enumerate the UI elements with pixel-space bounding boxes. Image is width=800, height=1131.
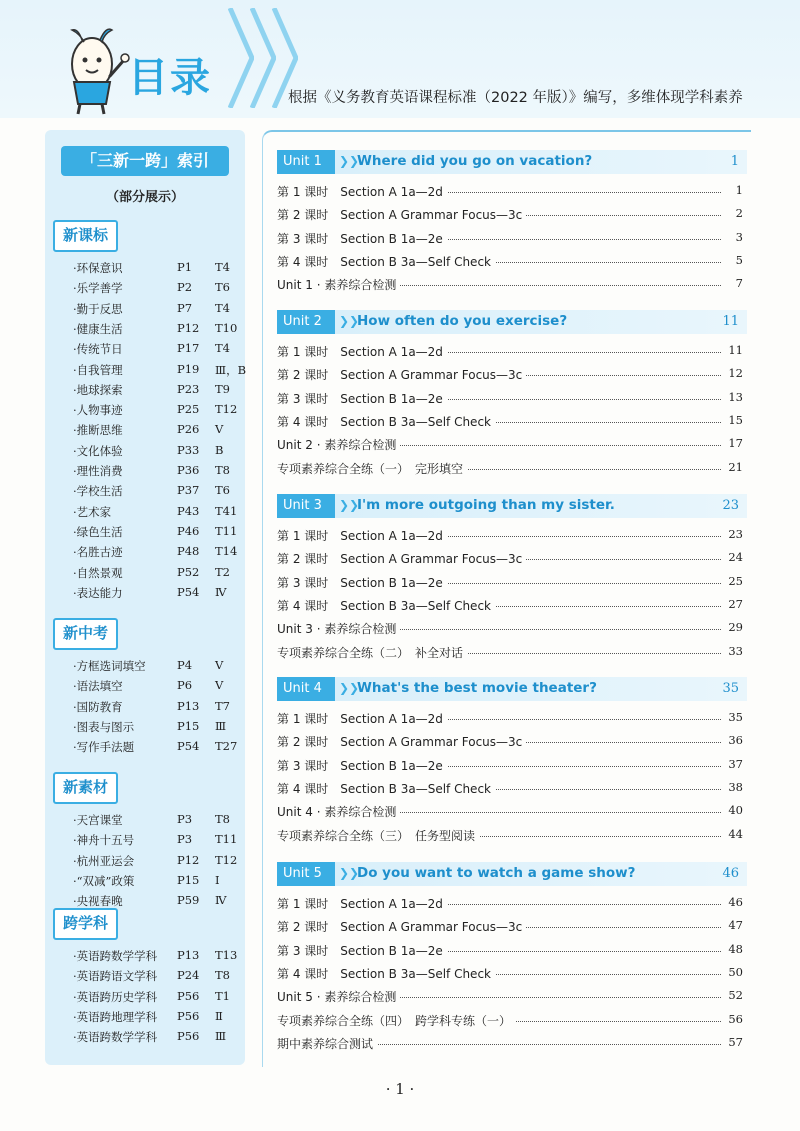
toc-entry-label: 第 1 课时 Section A 1a—2d: [277, 527, 447, 544]
unit-title: Do you want to watch a game show?: [357, 865, 636, 881]
index-topic: ·理性消费: [73, 464, 123, 478]
toc-entry-page: 1: [735, 183, 743, 197]
toc-entry[interactable]: [277, 965, 743, 985]
toc-entry[interactable]: [277, 343, 743, 363]
index-page-ref: P12: [177, 320, 200, 335]
toc-entry-label: 第 3 课时 Section B 1a—2e: [277, 390, 447, 407]
index-item-ref: T11: [215, 523, 238, 538]
toc-entry-page: 11: [728, 343, 743, 357]
index-row: [73, 699, 248, 719]
toc-entry[interactable]: [277, 644, 743, 664]
index-section-tag: 新素材: [53, 772, 118, 804]
double-chevron-icon: ❯❯: [339, 681, 360, 695]
index-page-ref: P13: [177, 948, 200, 962]
toc-entry-label: 第 3 课时 Section B 1a—2e: [277, 942, 447, 959]
index-page-ref: P6: [177, 678, 193, 693]
index-topic: ·艺术家: [73, 504, 112, 519]
toc-entry[interactable]: [277, 710, 743, 730]
index-item-ref: T12: [215, 402, 238, 417]
index-row: [73, 832, 248, 852]
toc-entry-label: 第 2 课时 Section A Grammar Focus—3c: [277, 550, 526, 567]
unit-tag: Unit 1: [277, 150, 335, 174]
index-topic: ·杭州亚运会: [73, 853, 135, 868]
toc-entry-page: 17: [728, 436, 743, 451]
index-page-ref: P48: [177, 544, 200, 559]
index-item-ref: Ⅱ: [215, 1008, 223, 1023]
toc-entry[interactable]: [277, 827, 743, 847]
toc-entry[interactable]: [277, 942, 743, 962]
index-topic: ·英语跨地理学科: [73, 1009, 158, 1024]
toc-entry-label: 第 2 课时 Section A Grammar Focus—3c: [277, 366, 526, 383]
index-page-ref: P43: [177, 503, 200, 518]
toc-entry-page: 3: [735, 229, 743, 244]
index-item-ref: T1: [215, 988, 230, 1003]
toc-entry[interactable]: [277, 460, 743, 480]
index-page-ref: P12: [177, 852, 200, 867]
index-page-ref: P7: [177, 300, 193, 315]
toc-entry-page: 15: [728, 412, 743, 427]
index-topic: ·文化体验: [73, 443, 123, 458]
index-item-ref: T27: [215, 739, 238, 754]
index-row: [73, 362, 248, 382]
index-topic: ·英语跨历史学科: [73, 989, 158, 1004]
toc-entry-page: 13: [728, 389, 743, 404]
index-item-ref: B: [215, 442, 224, 457]
toc-entry-page: 47: [728, 918, 743, 933]
index-topic: ·传统节日: [73, 342, 123, 357]
toc-entry-page: 24: [728, 550, 743, 565]
page-subtitle: 根据《义务教育英语课程标准（2022 年版）》编写，多维体现学科素养: [288, 90, 743, 106]
toc-entry-label: Unit 5 · 素养综合检测: [277, 988, 400, 1005]
toc-entry-page: 35: [728, 710, 743, 724]
index-page-ref: P13: [177, 698, 200, 713]
index-page-ref: P52: [177, 564, 200, 579]
toc-entry-page: 46: [728, 895, 743, 909]
index-item-ref: Ⅳ: [215, 893, 227, 908]
index-item-ref: Ⅳ: [215, 584, 227, 599]
index-row: [73, 739, 248, 759]
toc-entry[interactable]: [277, 366, 743, 386]
index-item-ref: T4: [215, 260, 230, 274]
index-row: [73, 948, 248, 968]
index-page-ref: P15: [177, 872, 200, 887]
index-row: [73, 719, 248, 739]
toc-entry-label: 第 3 课时 Section B 1a—2e: [277, 574, 447, 591]
toc-entry-label: Unit 4 · 素养综合检测: [277, 803, 400, 820]
unit-page-number: 23: [722, 498, 739, 513]
unit-title: Where did you go on vacation?: [357, 153, 593, 169]
toc-entry-label: 第 4 课时 Section B 3a—Self Check: [277, 780, 495, 797]
double-chevron-icon: ❯❯: [339, 498, 360, 512]
index-row: [73, 989, 248, 1009]
index-topic: ·环保意识: [73, 261, 123, 275]
unit-page-number: 1: [730, 154, 739, 169]
toc-entry-label: 第 3 课时 Section B 1a—2e: [277, 757, 447, 774]
index-section-tag: 跨学科: [53, 908, 118, 940]
toc-entry[interactable]: [277, 230, 743, 250]
double-chevron-icon: ❯❯: [339, 314, 360, 328]
index-section-tag: 新课标: [53, 220, 118, 252]
toc-entry-page: 5: [735, 252, 743, 267]
index-item-ref: Ⅴ: [215, 678, 224, 693]
toc-entry[interactable]: [277, 620, 743, 640]
double-chevron-icon: ❯❯: [339, 154, 360, 168]
toc-entry-page: 33: [728, 643, 743, 658]
index-row: [73, 463, 248, 483]
index-row: [73, 402, 248, 422]
index-row: [73, 443, 248, 463]
index-page-ref: P56: [177, 1008, 200, 1023]
toc-entry-page: 50: [728, 964, 743, 979]
toc-entry-page: 2: [735, 206, 743, 221]
index-item-ref: T4: [215, 300, 230, 315]
unit-header[interactable]: [277, 494, 747, 518]
toc-entry[interactable]: [277, 276, 743, 296]
toc-entry[interactable]: [277, 597, 743, 617]
toc-entry-page: 52: [728, 988, 743, 1003]
unit-tag: Unit 4: [277, 677, 335, 701]
mascot-icon: [52, 26, 130, 116]
toc-entry[interactable]: [277, 183, 743, 203]
toc-entry-page: 40: [728, 803, 743, 818]
index-row: [73, 524, 248, 544]
index-item-ref: T2: [215, 564, 230, 579]
toc-entry[interactable]: [277, 574, 743, 594]
index-topic: ·人物事迹: [73, 403, 123, 418]
toc-entry-page: 38: [728, 779, 743, 794]
index-row: [73, 260, 248, 280]
toc-entry[interactable]: [277, 1035, 743, 1055]
index-row: [73, 1029, 248, 1049]
index-item-ref: T8: [215, 968, 230, 983]
toc-entry[interactable]: [277, 1012, 743, 1032]
index-item-ref: T11: [215, 832, 238, 847]
toc-entry-page: 56: [728, 1011, 743, 1026]
index-topic: ·健康生活: [73, 321, 123, 336]
index-item-ref: Ⅲ: [215, 718, 227, 733]
index-item-ref: T6: [215, 483, 230, 498]
toc-entry-page: 7: [735, 276, 743, 291]
index-row: [73, 504, 248, 524]
unit-title: How often do you exercise?: [357, 313, 568, 329]
unit-page-number: 35: [722, 681, 739, 696]
unit-tag: Unit 5: [277, 862, 335, 886]
index-item-ref: T9: [215, 381, 230, 396]
index-item-ref: T8: [215, 812, 230, 826]
index-page-ref: P37: [177, 483, 200, 498]
index-row: [73, 301, 248, 321]
unit-header[interactable]: [277, 862, 747, 886]
toc-entry-page: 21: [728, 459, 743, 474]
toc-entry-label: 第 2 课时 Section A Grammar Focus—3c: [277, 206, 526, 223]
index-item-ref: Ⅴ: [215, 422, 224, 437]
index-row: [73, 658, 248, 678]
index-topic: ·神舟十五号: [73, 833, 135, 848]
index-page-ref: P56: [177, 1029, 200, 1044]
toc-entry-label: 第 3 课时 Section B 1a—2e: [277, 230, 447, 247]
index-item-ref: Ⅰ: [215, 872, 220, 887]
index-topic: ·图表与图示: [73, 719, 135, 734]
index-topic: ·英语跨语文学科: [73, 969, 158, 984]
index-page-ref: P1: [177, 260, 193, 274]
index-topic: ·写作手法题: [73, 740, 135, 755]
index-row: [73, 321, 248, 341]
toc-entry-label: 专项素养综合全练（四） 跨学科专练（一）: [277, 1012, 515, 1029]
toc-entry[interactable]: [277, 988, 743, 1008]
toc-entry[interactable]: [277, 550, 743, 570]
unit-header[interactable]: [277, 310, 747, 334]
page-title: 目录: [128, 55, 212, 101]
toc-entry-page: 29: [728, 620, 743, 635]
toc-entry[interactable]: [277, 206, 743, 226]
unit-tag: Unit 3: [277, 494, 335, 518]
index-row: [73, 873, 248, 893]
index-page-ref: P56: [177, 988, 200, 1003]
toc-entry-label: 第 1 课时 Section A 1a—2d: [277, 710, 447, 727]
toc-entry-page: 23: [728, 527, 743, 541]
toc-entry-label: 专项素养综合全练（三） 任务型阅读: [277, 827, 479, 844]
unit-page-number: 11: [722, 314, 739, 329]
index-topic: ·英语跨数学学科: [73, 949, 158, 963]
index-row: [73, 1009, 248, 1029]
toc-entry[interactable]: [277, 390, 743, 410]
unit-page-number: 46: [722, 866, 739, 881]
index-row: [73, 812, 248, 832]
index-item-ref: T4: [215, 341, 230, 356]
index-row: [73, 968, 248, 988]
index-topic: ·自我管理: [73, 362, 123, 377]
index-item-ref: T6: [215, 280, 230, 295]
index-topic: ·国防教育: [73, 699, 123, 714]
index-topic: ·自然景观: [73, 565, 123, 580]
index-item-ref: T7: [215, 698, 230, 713]
index-subheading: （部分展示）: [105, 190, 184, 205]
toc-entry-label: 第 2 课时 Section A Grammar Focus—3c: [277, 733, 526, 750]
toc-entry-page: 12: [728, 366, 743, 381]
index-item-ref: T8: [215, 463, 230, 477]
index-row: [73, 341, 248, 361]
unit-tag: Unit 2: [277, 310, 335, 334]
toc-entry[interactable]: [277, 780, 743, 800]
index-topic: ·表达能力: [73, 585, 123, 600]
toc-entry-page: 25: [728, 573, 743, 588]
index-topic: ·地球探索: [73, 382, 123, 397]
index-row: [73, 280, 248, 300]
index-topic: ·天宫课堂: [73, 813, 123, 827]
index-page-ref: P36: [177, 463, 200, 477]
toc-entry-label: 第 1 课时 Section A 1a—2d: [277, 895, 447, 912]
toc-entry-label: Unit 1 · 素养综合检测: [277, 276, 400, 293]
index-page-ref: P17: [177, 341, 200, 356]
index-topic: ·语法填空: [73, 679, 123, 694]
index-section-tag: 新中考: [53, 618, 118, 650]
toc-entry-label: 第 4 课时 Section B 3a—Self Check: [277, 965, 495, 982]
toc-entry-page: 48: [728, 941, 743, 956]
index-panel: [45, 130, 245, 1065]
index-row: [73, 585, 248, 605]
page-number: · 1 ·: [385, 1080, 415, 1098]
unit-title: What's the best movie theater?: [357, 680, 597, 696]
toc-entry-label: 期中素养综合测试: [277, 1035, 377, 1052]
index-heading: 「三新一跨」索引: [61, 146, 229, 176]
toc-entry[interactable]: [277, 253, 743, 273]
index-page-ref: P54: [177, 584, 200, 599]
index-page-ref: P3: [177, 812, 193, 826]
index-page-ref: P23: [177, 381, 200, 396]
index-row: [73, 422, 248, 442]
index-item-ref: T14: [215, 544, 238, 559]
index-topic: ·学校生活: [73, 484, 123, 499]
toc-entry[interactable]: [277, 895, 743, 915]
toc-entry-label: 第 4 课时 Section B 3a—Self Check: [277, 413, 495, 430]
index-page-ref: P3: [177, 832, 193, 847]
toc-entry[interactable]: [277, 527, 743, 547]
index-topic: ·推断思维: [73, 423, 123, 438]
index-topic: ·乐学善学: [73, 281, 123, 296]
index-item-ref: T12: [215, 852, 238, 867]
toc-entry-label: 第 2 课时 Section A Grammar Focus—3c: [277, 918, 526, 935]
toc-entry[interactable]: [277, 733, 743, 753]
toc-entry-label: 专项素养综合全练（二） 补全对话: [277, 644, 467, 661]
index-page-ref: P54: [177, 739, 200, 754]
toc-entry[interactable]: [277, 803, 743, 823]
toc-entry[interactable]: [277, 757, 743, 777]
index-topic: ·方框选词填空: [73, 659, 146, 673]
index-page-ref: P19: [177, 361, 200, 376]
index-row: [73, 544, 248, 564]
index-page-ref: P2: [177, 280, 193, 295]
index-row: [73, 678, 248, 698]
toc-entry-label: 第 4 课时 Section B 3a—Self Check: [277, 253, 495, 270]
index-page-ref: P33: [177, 442, 200, 457]
toc-entry-label: 第 4 课时 Section B 3a—Self Check: [277, 597, 495, 614]
toc-entry[interactable]: [277, 436, 743, 456]
toc-entry-label: 第 1 课时 Section A 1a—2d: [277, 183, 447, 200]
index-row: [73, 565, 248, 585]
index-item-ref: Ⅲ: [215, 1029, 227, 1044]
index-row: [73, 382, 248, 402]
index-row: [73, 853, 248, 873]
index-page-ref: P26: [177, 422, 200, 437]
index-item-ref: Ⅴ: [215, 658, 224, 672]
index-page-ref: P59: [177, 893, 200, 908]
table-of-contents: [262, 130, 751, 1067]
index-page-ref: P24: [177, 968, 200, 983]
index-page-ref: P4: [177, 658, 193, 672]
index-item-ref: T13: [215, 948, 238, 962]
toc-entry-page: 57: [728, 1034, 743, 1049]
unit-header[interactable]: [277, 677, 747, 701]
index-item-ref: T41: [215, 503, 238, 518]
double-chevron-icon: ❯❯: [339, 866, 360, 880]
toc-entry-page: 44: [728, 826, 743, 841]
toc-entry-page: 27: [728, 596, 743, 611]
toc-entry-label: Unit 2 · 素养综合检测: [277, 436, 400, 453]
unit-header[interactable]: [277, 150, 747, 174]
toc-entry-label: Unit 3 · 素养综合检测: [277, 620, 400, 637]
toc-entry-page: 37: [728, 756, 743, 771]
index-row: [73, 483, 248, 503]
index-page-ref: P46: [177, 523, 200, 538]
index-item-ref: Ⅲ，B: [215, 362, 247, 377]
toc-entry-page: 36: [728, 733, 743, 748]
index-item-ref: T10: [215, 320, 238, 335]
index-topic: ·“双减”政策: [73, 873, 135, 888]
index-topic: ·央视春晚: [73, 894, 123, 909]
toc-entry-label: 第 1 课时 Section A 1a—2d: [277, 343, 447, 360]
index-topic: ·英语跨数学学科: [73, 1030, 158, 1045]
index-page-ref: P25: [177, 402, 200, 417]
toc-entry[interactable]: [277, 413, 743, 433]
index-page-ref: P15: [177, 718, 200, 733]
index-topic: ·勤于反思: [73, 301, 123, 316]
index-topic: ·绿色生活: [73, 524, 123, 539]
header-banner: [0, 0, 800, 118]
toc-entry[interactable]: [277, 918, 743, 938]
index-topic: ·名胜古迹: [73, 545, 123, 560]
toc-entry-label: 专项素养综合全练（一） 完形填空: [277, 460, 467, 477]
unit-title: I'm more outgoing than my sister.: [357, 497, 615, 513]
